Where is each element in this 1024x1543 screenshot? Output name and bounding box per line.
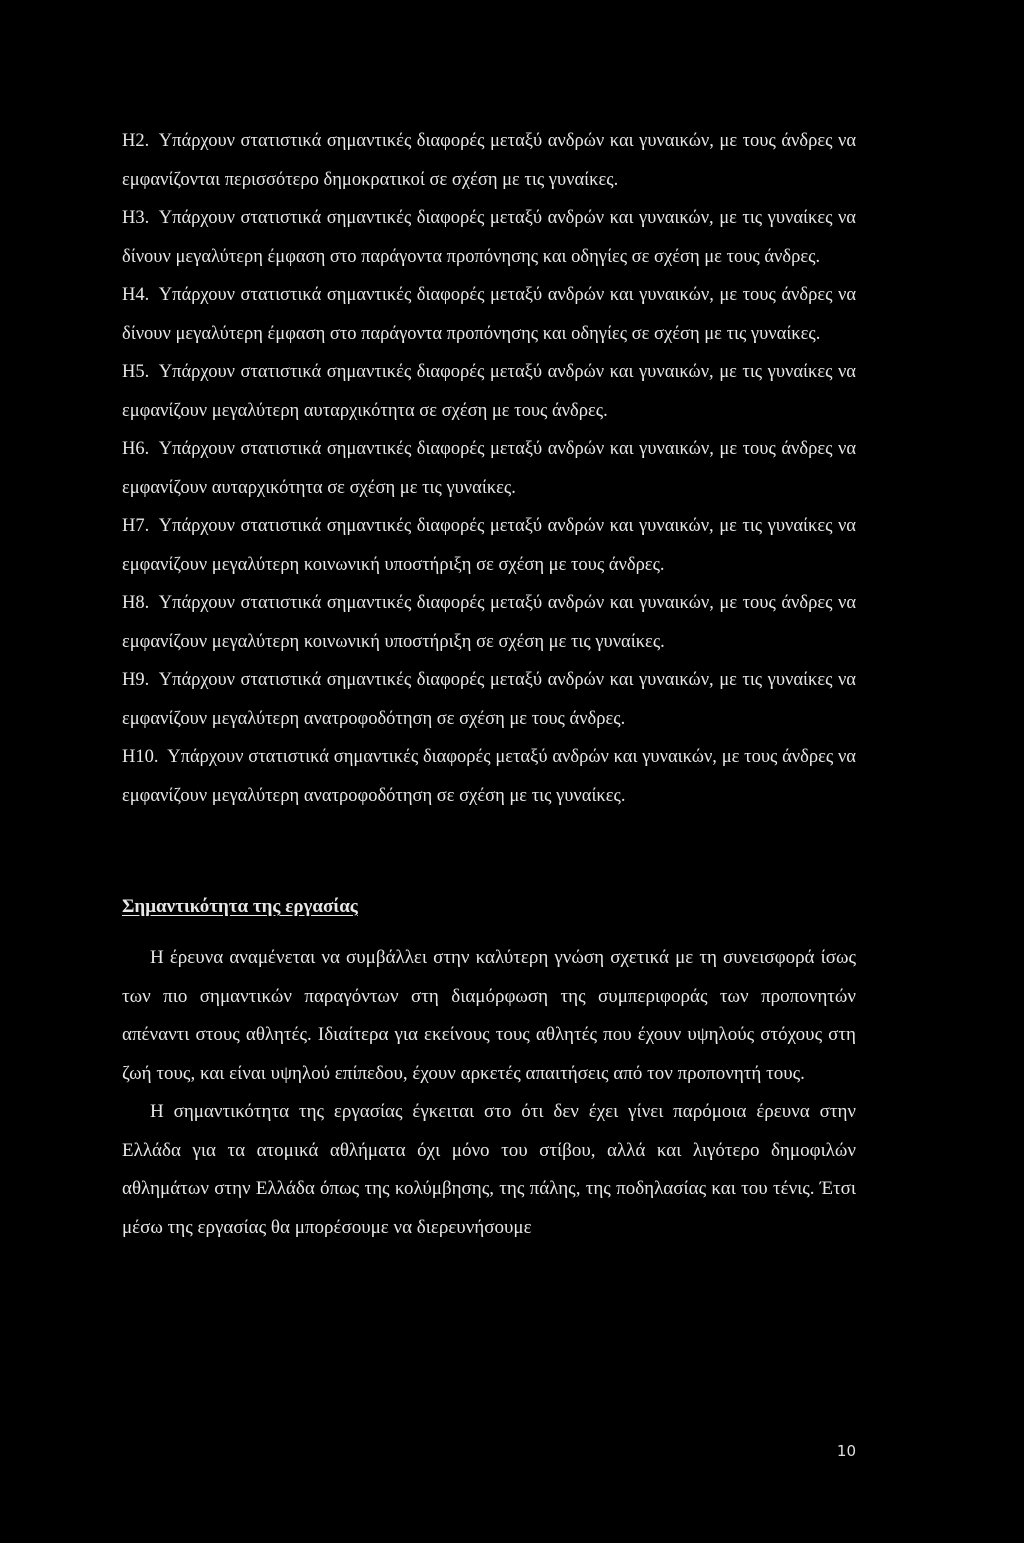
hypothesis-text: Υπάρχουν στατιστικά σημαντικές διαφορές μεταξύ ανδρών και γυναικών, με τους άνδρες να εμφανίζονται περισσότερο δημοκρατικοί σε σχέση με τις γυναίκες. [122,131,857,190]
hypothesis-h6 [122,430,856,507]
hypothesis-h9 [122,661,856,738]
section-heading: Σημαντικότητα της εργασίας [122,896,358,917]
hypothesis-h2 [122,122,856,199]
hypothesis-h8 [122,584,856,661]
hypothesis-text: Υπάρχουν στατιστικά σημαντικές διαφορές μεταξύ ανδρών και γυναικών, με τους άνδρες να δίνουν μεγαλύτερη έμφαση στο παράγοντα προπόνησης και οδηγίες σε σχέση με τις γυναίκες. [122,285,857,344]
hypothesis-h4 [122,276,856,353]
hypothesis-text: Υπάρχουν στατιστικά σημαντικές διαφορές μεταξύ ανδρών και γυναικών, με τους άνδρες να εμφανίζουν μεγαλύτερη κοινωνική υποστήριξη σε σχέση με τις γυναίκες. [122,593,857,652]
hypothesis-number: H8. [122,593,150,613]
hypothesis-number: H4. [122,285,150,305]
hypothesis-text: Υπάρχουν στατιστικά σημαντικές διαφορές μεταξύ ανδρών και γυναικών, με τους άνδρες να εμφανίζουν αυταρχικότητα σε σχέση με τις γυναίκες. [122,439,857,498]
document-page [122,122,856,1247]
page-number: 10 [836,1442,856,1460]
hypothesis-number: H6. [122,439,150,459]
hypothesis-text: Υπάρχουν στατιστικά σημαντικές διαφορές μεταξύ ανδρών και γυναικών, με τις γυναίκες να εμφανίζουν μεγαλύτερη ανατροφοδότηση σε σχέση με τους άνδρες. [122,670,857,729]
hypotheses-list [122,122,856,815]
hypothesis-text: Υπάρχουν στατιστικά σημαντικές διαφορές μεταξύ ανδρών και γυναικών, με τις γυναίκες να εμφανίζουν μεγαλύτερη κοινωνική υποστήριξη σε σχέση με τους άνδρες. [122,516,857,575]
hypothesis-number: H5. [122,362,150,382]
hypothesis-text: Υπάρχουν στατιστικά σημαντικές διαφορές μεταξύ ανδρών και γυναικών, με τους άνδρες να εμφανίζουν μεγαλύτερη ανατροφοδότηση σε σχέση με τις γυναίκες. [122,747,856,806]
hypothesis-number: H7. [122,516,150,536]
hypothesis-text: Υπάρχουν στατιστικά σημαντικές διαφορές μεταξύ ανδρών και γυναικών, με τις γυναίκες να εμφανίζουν μεγαλύτερη αυταρχικότητα σε σχέση με τους άνδρες. [122,362,857,421]
hypothesis-h3 [122,199,856,276]
hypothesis-number: H9. [122,670,150,690]
hypothesis-number: H10. [122,747,159,767]
hypothesis-h7 [122,507,856,584]
hypothesis-h10 [122,738,856,815]
hypothesis-number: H3. [122,208,150,228]
hypothesis-h5 [122,353,856,430]
hypothesis-number: H2. [122,131,150,151]
body-paragraph: Η έρευνα αναμένεται να συμβάλλει στην καλύτερη γνώση σχετικά με τη συνεισφορά ίσως των πιο σημαντικών παραγόντων στη διαμόρφωση της συμπεριφοράς των προπονητών απέναντι στους αθλητές. Ιδιαίτερα για εκείνους τους αθλητές που έχουν υψηλούς στόχους στη ζωή τους, και είναι υψηλού επίπεδου, έχουν αρκετές απαιτήσεις από τον προπονητή τους. [122,947,856,1084]
hypothesis-text: Υπάρχουν στατιστικά σημαντικές διαφορές μεταξύ ανδρών και γυναικών, με τις γυναίκες να δίνουν μεγαλύτερη έμφαση στο παράγοντα προπόνησης και οδηγίες σε σχέση με τους άνδρες. [122,208,857,267]
body-paragraph: Η σημαντικότητα της εργασίας έγκειται στο ότι δεν έχει γίνει παρόμοια έρευνα στην Ελλάδα για τα ατομικά αθλήματα όχι μόνο του στίβου, αλλά και λιγότερο δημοφιλών αθλημάτων στην Ελλάδα όπως της κολύμβησης, της πάλης, της ποδηλασίας και του τένις. Έτσι μέσω της εργασίας θα μπορέσουμε να διερευνήσουμε [122,1101,856,1238]
